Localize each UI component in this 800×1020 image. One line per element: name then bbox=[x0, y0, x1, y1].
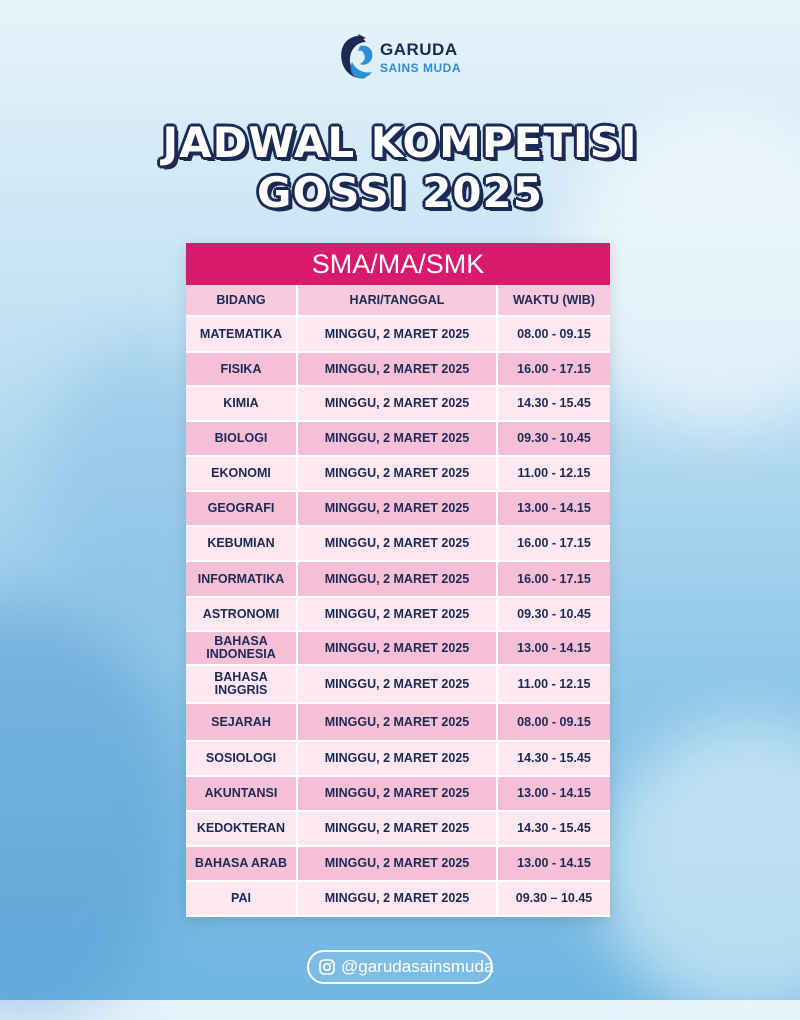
cell-bidang: SEJARAH bbox=[186, 704, 298, 742]
cell-bidang: EKONOMI bbox=[186, 457, 298, 492]
background-glow bbox=[0, 600, 180, 1020]
cell-bidang: KEDOKTERAN bbox=[186, 812, 298, 847]
column-header-waktu: WAKTU (WIB) bbox=[498, 285, 610, 317]
cell-bidang: ASTRONOMI bbox=[186, 598, 298, 632]
cell-waktu: 13.00 - 14.15 bbox=[498, 492, 610, 527]
table-row bbox=[186, 387, 610, 422]
column-header-tanggal: HARI/TANGGAL bbox=[298, 285, 498, 317]
table-row bbox=[186, 353, 610, 387]
table-row bbox=[186, 666, 610, 704]
cell-tanggal: MINGGU, 2 MARET 2025 bbox=[298, 317, 498, 353]
cell-waktu: 08.00 - 09.15 bbox=[498, 317, 610, 353]
cell-waktu: 13.00 - 14.15 bbox=[498, 632, 610, 666]
cell-waktu: 14.30 - 15.45 bbox=[498, 742, 610, 777]
table-row bbox=[186, 527, 610, 562]
table-row bbox=[186, 847, 610, 882]
cell-tanggal: MINGGU, 2 MARET 2025 bbox=[298, 353, 498, 387]
page-title-line2: GOSSI 2025 bbox=[257, 168, 543, 217]
cell-waktu: 08.00 - 09.15 bbox=[498, 704, 610, 742]
table-row bbox=[186, 422, 610, 457]
cell-bidang: MATEMATIKA bbox=[186, 317, 298, 353]
instagram-handle[interactable] bbox=[307, 950, 493, 984]
cell-bidang: BIOLOGI bbox=[186, 422, 298, 457]
brand-name: GARUDA bbox=[380, 40, 458, 59]
table-row bbox=[186, 457, 610, 492]
instagram-handle-text: @garudasainsmuda bbox=[341, 957, 494, 976]
brand-subtitle: SAINS MUDA bbox=[380, 61, 462, 75]
cell-tanggal: MINGGU, 2 MARET 2025 bbox=[298, 632, 498, 666]
table-row bbox=[186, 598, 610, 632]
cell-tanggal: MINGGU, 2 MARET 2025 bbox=[298, 527, 498, 562]
cell-waktu: 16.00 - 17.15 bbox=[498, 353, 610, 387]
cell-waktu: 16.00 - 17.15 bbox=[498, 562, 610, 598]
table-row bbox=[186, 777, 610, 812]
background-glow bbox=[600, 720, 800, 1020]
table-row bbox=[186, 812, 610, 847]
cell-waktu: 16.00 - 17.15 bbox=[498, 527, 610, 562]
table-row bbox=[186, 492, 610, 527]
cell-waktu: 13.00 - 14.15 bbox=[498, 777, 610, 812]
garuda-bird-icon bbox=[336, 32, 378, 84]
cell-bidang: GEOGRAFI bbox=[186, 492, 298, 527]
cell-bidang: BAHASA INGGRIS bbox=[186, 666, 298, 704]
cell-bidang: INFORMATIKA bbox=[186, 562, 298, 598]
column-header-bidang: BIDANG bbox=[186, 285, 298, 317]
cell-bidang: BAHASA INDONESIA bbox=[186, 632, 298, 666]
cell-waktu: 14.30 - 15.45 bbox=[498, 387, 610, 422]
table-row bbox=[186, 742, 610, 777]
cell-tanggal: MINGGU, 2 MARET 2025 bbox=[298, 457, 498, 492]
cell-waktu: 11.00 - 12.15 bbox=[498, 457, 610, 492]
cell-tanggal: MINGGU, 2 MARET 2025 bbox=[298, 882, 498, 917]
cell-waktu: 11.00 - 12.15 bbox=[498, 666, 610, 704]
cell-waktu: 09.30 – 10.45 bbox=[498, 882, 610, 917]
table-row bbox=[186, 562, 610, 598]
table-row bbox=[186, 882, 610, 917]
cell-tanggal: MINGGU, 2 MARET 2025 bbox=[298, 492, 498, 527]
page-title-line1: JADWAL KOMPETISI bbox=[162, 118, 638, 167]
cell-bidang: SOSIOLOGI bbox=[186, 742, 298, 777]
cell-tanggal: MINGGU, 2 MARET 2025 bbox=[298, 562, 498, 598]
instagram-icon bbox=[319, 959, 335, 975]
cell-tanggal: MINGGU, 2 MARET 2025 bbox=[298, 422, 498, 457]
table-row bbox=[186, 704, 610, 742]
cell-waktu: 09.30 - 10.45 bbox=[498, 598, 610, 632]
cell-bidang: KEBUMIAN bbox=[186, 527, 298, 562]
brand-logo bbox=[336, 32, 466, 84]
cell-tanggal: MINGGU, 2 MARET 2025 bbox=[298, 847, 498, 882]
cell-bidang: BAHASA ARAB bbox=[186, 847, 298, 882]
cell-bidang: PAI bbox=[186, 882, 298, 917]
table-row bbox=[186, 632, 610, 666]
cell-tanggal: MINGGU, 2 MARET 2025 bbox=[298, 742, 498, 777]
cell-bidang: AKUNTANSI bbox=[186, 777, 298, 812]
cell-bidang: FISIKA bbox=[186, 353, 298, 387]
cell-tanggal: MINGGU, 2 MARET 2025 bbox=[298, 812, 498, 847]
cell-waktu: 09.30 - 10.45 bbox=[498, 422, 610, 457]
cell-waktu: 13.00 - 14.15 bbox=[498, 847, 610, 882]
cell-tanggal: MINGGU, 2 MARET 2025 bbox=[298, 704, 498, 742]
cell-tanggal: MINGGU, 2 MARET 2025 bbox=[298, 666, 498, 704]
cell-bidang: KIMIA bbox=[186, 387, 298, 422]
cell-waktu: 14.30 - 15.45 bbox=[498, 812, 610, 847]
cell-tanggal: MINGGU, 2 MARET 2025 bbox=[298, 387, 498, 422]
schedule-table bbox=[186, 243, 610, 917]
cell-tanggal: MINGGU, 2 MARET 2025 bbox=[298, 777, 498, 812]
table-caption: SMA/MA/SMK bbox=[186, 243, 610, 285]
table-row bbox=[186, 317, 610, 353]
cell-tanggal: MINGGU, 2 MARET 2025 bbox=[298, 598, 498, 632]
